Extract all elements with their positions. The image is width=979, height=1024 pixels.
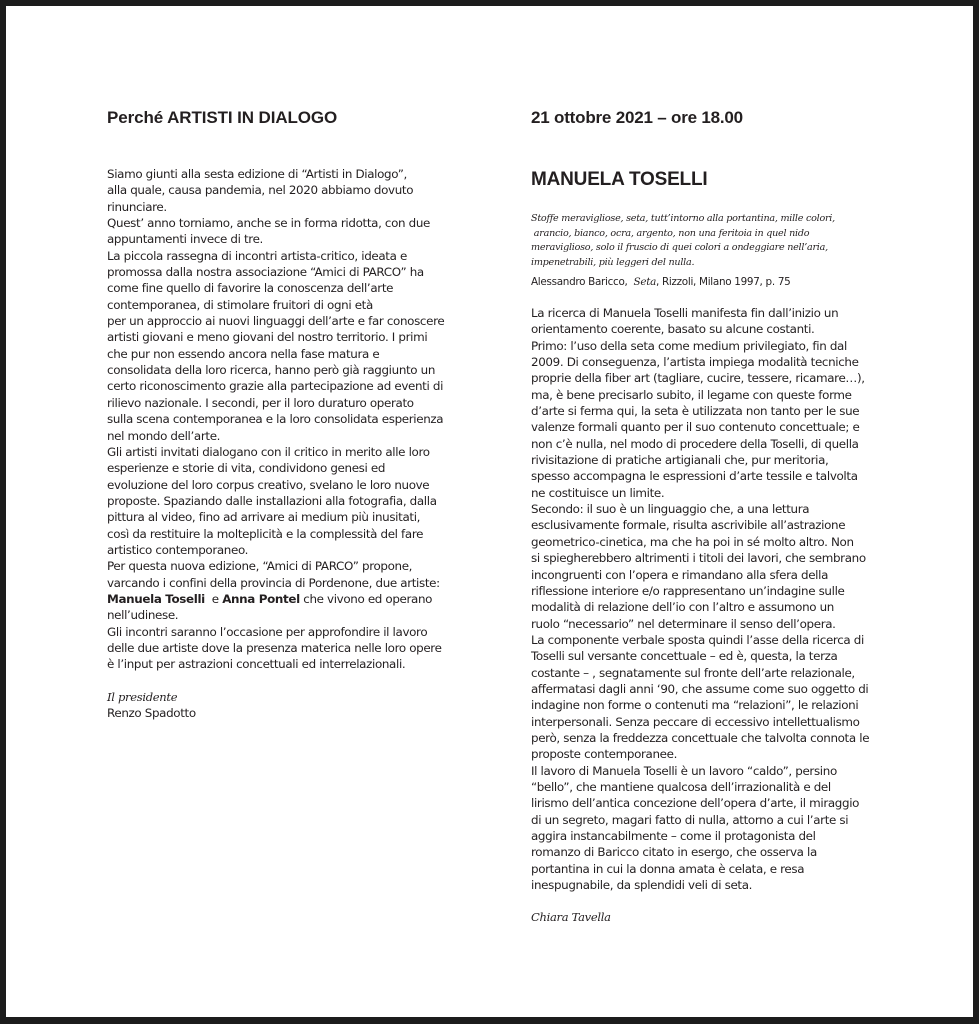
text-line: artisti giovani e meno giovani del nostro territorio. I primi (107, 330, 428, 345)
text-line: di un segreto, magari fatto di nulla, attorno a cui l’arte si (531, 812, 849, 827)
text-line: indagine non forme o contenuti ma “relazioni”, le relazioni (531, 698, 859, 713)
event-date: 21 ottobre 2021 – ore 18.00 (531, 108, 743, 127)
critic-paragraph (531, 305, 901, 893)
text-line: 2009. Di conseguenza, l’artista impiega modalità tecniche (531, 355, 859, 370)
text-line: valenze formali quanto per il suo contenuto concettuale; e (531, 420, 860, 435)
epigraph-citation (531, 275, 790, 289)
text-line: si spiegherebbero altrimenti i titoli dei lavori, che sembrano (531, 551, 866, 566)
text-line: però, senza la freddezza concettuale che talvolta connota le (531, 730, 870, 745)
artists-line-rest: che vivono ed operano (303, 591, 433, 606)
citation-title: Seta (633, 276, 656, 288)
left-heading: Perché ARTISTI IN DIALOGO (107, 108, 338, 127)
text-line: proposte contemporanee. (531, 747, 678, 762)
text-line: Gli incontri saranno l’occasione per approfondire il lavoro (107, 624, 428, 639)
artists-conjunction: e (211, 591, 219, 606)
closing-paragraph (107, 624, 467, 673)
text-line: contemporanea, di stimolare fruitori di ogni età (107, 297, 373, 312)
text-line: artistico contemporaneo. (107, 542, 249, 557)
text-line: Gli artisti invitati dialogano con il critico in merito alle loro (107, 444, 430, 459)
signature-name: Renzo Spadotto (107, 706, 196, 720)
text-line: Secondo: il suo è un linguaggio che, a una lettura (531, 502, 810, 517)
text-line: Primo: l’uso della seta come medium privilegiato, fin dal (531, 338, 847, 353)
text-line: Il lavoro di Manuela Toselli è un lavoro “caldo”, persino (531, 763, 837, 778)
text-line: Per questa nuova edizione, “Amici di PARCO” propone, (107, 559, 413, 574)
artists-line (107, 591, 467, 607)
epigraph-line: meraviglioso, solo il fruscio di quei colori a ondeggiare nell’aria, (531, 242, 828, 254)
text-line: incongruenti con l’opera e rimandano alla sfera della (531, 567, 828, 582)
text-line: riflessione interiore e/o rappresentano un’indagine sulle (531, 583, 845, 598)
text-line: Siamo giunti alla sesta edizione di “Artisti in Dialogo”, (107, 167, 407, 181)
text-line: aggira instancabilmente – come il protagonista del (531, 829, 816, 843)
text-line: geometrico-cinetica, ma che ha poi in sé molto altro. Non (531, 534, 854, 549)
artist-title: MANUELA TOSELLI (531, 169, 708, 190)
text-line: varcando i confini della provincia di Pordenone, due artiste: (107, 575, 440, 590)
text-line: affermatasi dagli anni ‘90, che assume come suo oggetto di (531, 681, 869, 696)
left-column (107, 106, 467, 720)
text-line: portantina in cui la donna amata è celata, e resa (531, 861, 805, 876)
critic-author: Chiara Tavella (531, 910, 611, 925)
epigraph-line: impenetrabili, più leggeri del nulla. (531, 256, 695, 268)
text-line: ma, è bene precisarlo subito, il legame con queste forme (531, 387, 852, 402)
epigraph (531, 212, 896, 270)
intro-paragraph (107, 558, 467, 623)
artist-name-1: Manuela Toselli (107, 591, 205, 606)
text-line: proposte. Spaziando dalle installazioni alla fotografia, dalla (107, 493, 437, 508)
text-line: appuntamenti invece di tre. (107, 232, 263, 247)
text-line: consolidata della loro ricerca, hanno però già raggiunto un (107, 363, 436, 378)
text-line: interpersonali. Senza peccare di eccessivo intellettualismo (531, 714, 860, 729)
text-line: non c’è nulla, nel modo di procedere della Toselli, di quella (531, 436, 859, 451)
text-line: “bello”, che mantiene qualcosa dell’irrazionalità e del (531, 779, 831, 794)
intro-paragraph (107, 248, 467, 444)
intro-paragraph (107, 215, 467, 248)
text-line: nell’udinese. (107, 608, 179, 623)
text-line: La ricerca di Manuela Toselli manifesta fin dall’inizio un (531, 306, 839, 320)
citation-rest: , Rizzoli, Milano 1997, p. 75 (655, 276, 791, 288)
text-line: rivisitazione di pratiche artigianali che, pur meritoria, (531, 453, 829, 468)
right-column (531, 106, 901, 925)
text-line: delle due artiste dove la presenza materica nelle loro opere (107, 640, 442, 655)
text-line: per un approccio ai nuovi linguaggi dell’arte e far conoscere (107, 314, 445, 329)
document-page (6, 6, 973, 1017)
artist-name-2: Anna Pontel (222, 591, 300, 606)
text-line: spesso accompagna le espressioni d’arte tessile e talvolta (531, 469, 858, 484)
text-line: orientamento coerente, basato su alcune costanti. (531, 322, 815, 337)
text-line: La componente verbale sposta quindi l’asse della ricerca di (531, 632, 864, 647)
text-line: rinunciare. (107, 199, 167, 214)
text-line: esclusivamente formale, risulta ascrivibile all’astrazione (531, 518, 846, 533)
text-line: inespugnabile, da splendidi veli di seta. (531, 878, 753, 893)
text-line: rilievo nazionale. I secondi, per il loro duraturo operato (107, 395, 414, 410)
text-line: Toselli sul versante concettuale – ed è, questa, la terza (531, 649, 838, 664)
intro-paragraph (107, 444, 467, 558)
text-line: esperienze e storie di vita, condividono genesi ed (107, 461, 386, 476)
text-line: certo riconoscimento grazie alla partecipazione ad eventi di (107, 379, 444, 394)
text-line: romanzo di Baricco citato in esergo, che osserva la (531, 845, 817, 860)
text-line: è l’input per astrazioni concettuali ed interrelazionali. (107, 657, 406, 672)
text-line: La piccola rassegna di incontri artista-critico, ideata e (107, 248, 407, 263)
epigraph-line: arancio, bianco, ocra, argento, non una feritoia in quel nido (531, 227, 810, 239)
text-line: nel mondo dell’arte. (107, 428, 221, 443)
text-line: evoluzione del loro corpus creativo, svelano le loro nuove (107, 477, 430, 492)
text-line: così da restituire la molteplicità e la complessità del fare (107, 526, 424, 541)
text-line: ne costituisce un limite. (531, 485, 665, 500)
text-line: promossa dalla nostra associazione “Amici di PARCO” ha (107, 265, 424, 280)
text-line: modalità di relazione dell’io con l’altro e assumono un (531, 600, 834, 615)
signature-role: Il presidente (107, 689, 178, 704)
intro-paragraph (107, 166, 467, 215)
text-line: proprie della fiber art (tagliare, cucire, tessere, ricamare…), (531, 371, 865, 386)
text-line: costante – , segnatamente sul fronte dell’arte relazionale, (531, 665, 855, 680)
text-line: sulla scena contemporanea e la loro consolidata esperienza (107, 412, 444, 427)
text-line: ruolo “necessario” nel determinare il senso dell’opera. (531, 616, 836, 631)
text-line: d’arte si ferma qui, la seta è utilizzata non tanto per le sue (531, 404, 860, 419)
text-line: lirismo dell’antica concezione dell’opera d’arte, il miraggio (531, 796, 860, 811)
text-line: che pur non essendo ancora nella fase matura e (107, 346, 380, 361)
text-line: come fine quello di favorire la conoscenza dell’arte (107, 281, 394, 296)
text-line: pittura al video, fino ad arrivare ai medium più inusitati, (107, 510, 421, 525)
critic-text (531, 305, 901, 926)
text-line: Quest’ anno torniamo, anche se in forma ridotta, con due (107, 216, 431, 231)
citation-author: Alessandro Baricco, (531, 276, 628, 288)
signature (107, 689, 467, 722)
epigraph-line: Stoffe meravigliose, seta, tutt’intorno alla portantina, mille colori, (531, 213, 835, 224)
text-line: alla quale, causa pandemia, nel 2020 abbiamo dovuto (107, 183, 414, 198)
intro-text (107, 166, 467, 721)
